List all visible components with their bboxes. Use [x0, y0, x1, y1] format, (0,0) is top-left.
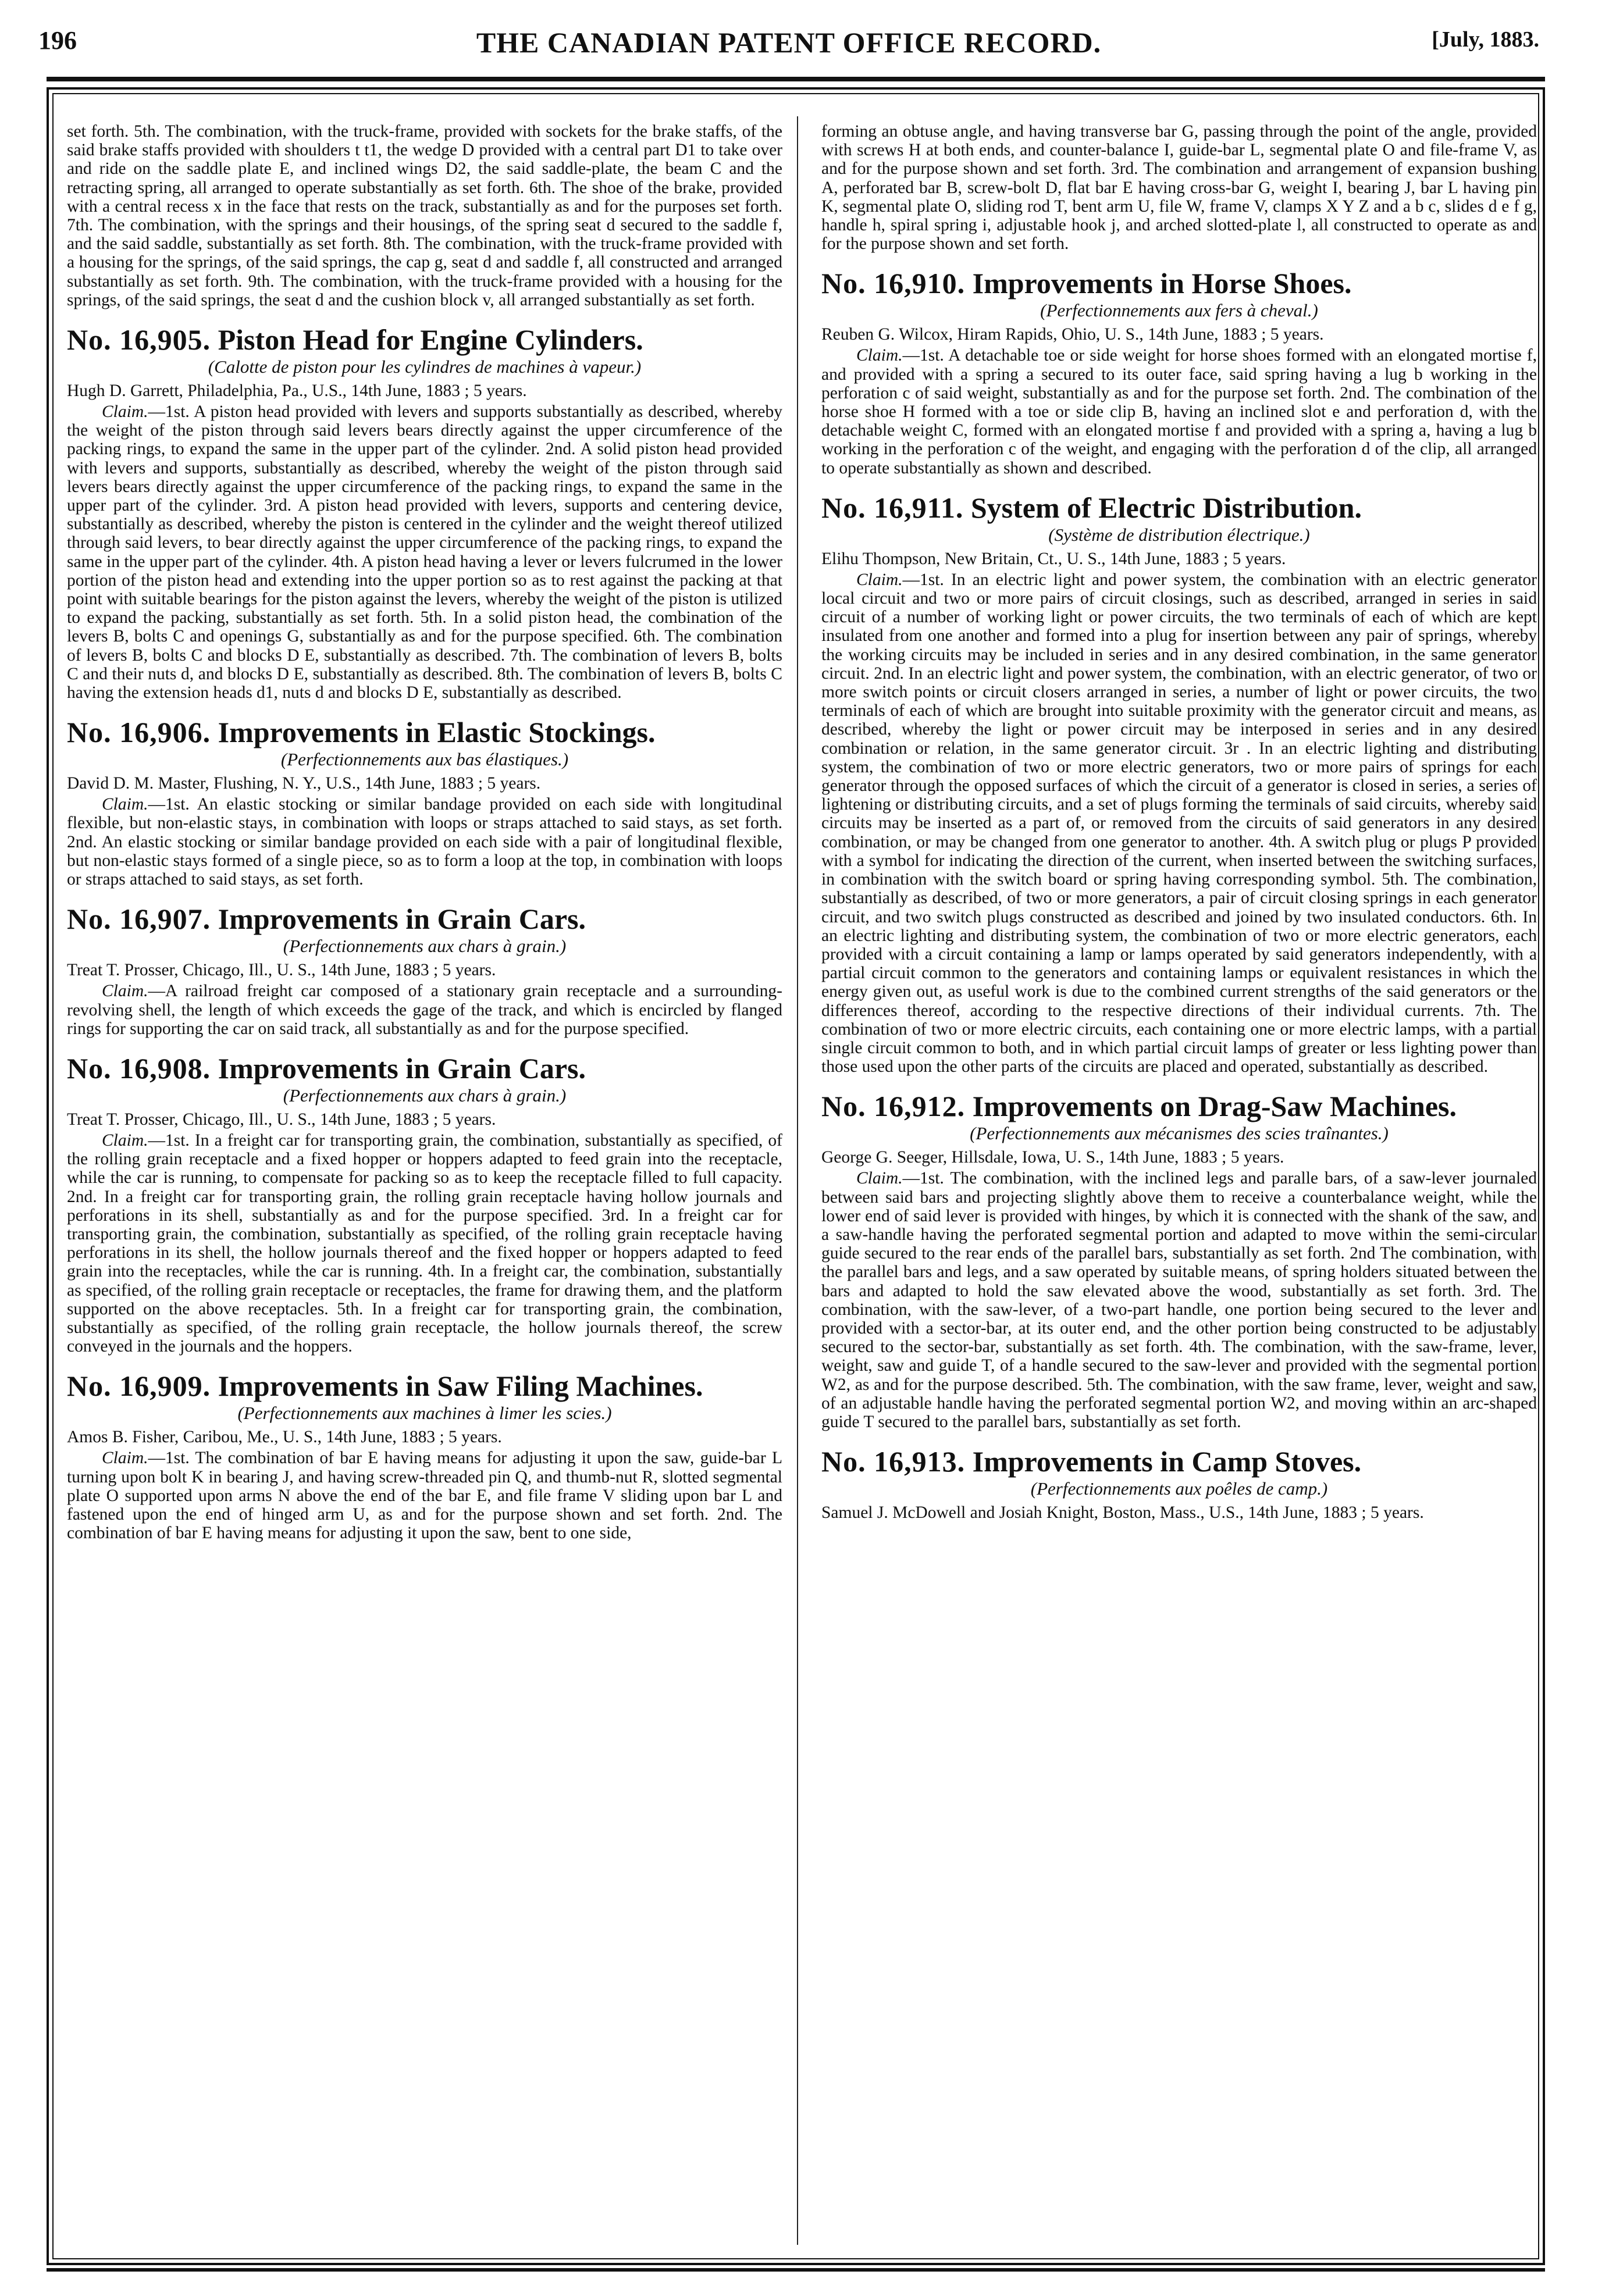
- patent-number: No. 16,907.: [67, 903, 211, 936]
- patent-heading: [67, 1371, 782, 1401]
- french-title: (Perfectionnements aux chars à grain.): [283, 1085, 567, 1106]
- left-patent-list: [67, 309, 782, 1542]
- claim-label: Claim.: [102, 982, 148, 1001]
- entry-spacing: [821, 477, 1537, 493]
- entry-spacing: [821, 1431, 1537, 1446]
- inventor-line: Samuel J. McDowell and Josiah Knight, Boston, Mass., U.S., 14th June, 1883 ; 5 years.: [821, 1503, 1424, 1523]
- claim-text: [821, 571, 1537, 1076]
- entry-spacing: [67, 889, 782, 904]
- french-title: (Perfectionnements aux mécanismes des scies traînantes.): [970, 1123, 1389, 1144]
- patent-entry: [67, 702, 782, 889]
- claim-body: —1st. The combination of bar E having means for adjusting it upon the saw, guide-bar L turning upon bolt K in bearing J, and having screw-threaded pin Q, and thumb-nut R, slotted segmental plate O supported upon arms N above the end of the bar E, and file frame V sliding upon bar L and fastened upon the end of hinged arm U, as and for the purpose shown and set forth. 2nd. The combination of bar E having means for adjusting it upon the saw, bent to one side,: [67, 1449, 782, 1543]
- claim-body: —A railroad freight car composed of a stationary grain receptacle and a surrounding-revolving shell, the length of which exceeds the gage of the track, and which is encircled by flanged rings for supporting the car on said track, all substantially as and for the purpose specified.: [67, 982, 782, 1038]
- patent-title: Improvements in Camp Stoves.: [972, 1445, 1362, 1478]
- patent-heading: [67, 1053, 782, 1083]
- claim-body: —1st. In an electric light and power system, the combination with an electric generator local circuit and two or more pairs of circuit closings, such as described, arranged in series in said circuit of a number of working light or power circuits, the two terminals of each of which are kept insulated from one another and formed into a plug for insertion between any pair of springs, whereby the working circuits may be included in series and in any desired combination, in the same generator circuit. 2nd. In an electric light and power system, the combination, with an electric generator, of two or more switch points or circuit closers arranged in series, a number of light or power circuits, the two terminals of each of which are brought into suitable proximity with the generator circuit and means, as described, whereby the light or power circuit may be interposed in series and in any desired combination or relation, in the same generator circuit. 3r . In an electric lighting and distributing system, the combination of two or more electric generators, two or more pairs of springs for each generator through the opposed surfaces of which the circuit of a generator is closed in series, a series of lightening or distributing circuits, and a set of plugs forming the terminals of said circuits, whereby said circuits may be inserted as a part of, or removed from the circuits of said generators in any desired combination, or may be changed from one generator to another. 4th. A switch plug or plugs P provided with a symbol for indicating the direction of the current, when inserted between the switching surfaces, in combination with the switch board or spring having corresponding symbol. 5th. The combination, substantially as described, of two or more generators, a pair of circuit closing springs in each generator circuit, and two switch plugs constructed as described and joined by two insulated conductors. 6th. In an electric lighting and distributing system, the combination of two or more electric generators, each provided with a circuit containing a lamp or lamps operated by said generators independently, with a partial circuit common to the generators and containing lamps or equivalent resistances in which the energy given out, as useful work is due to the combined current strengths of the said generators or the differences thereof, according to the respective directions of their individual currents. 7th. The combination of two or more electric circuits, each containing one or more electric lamps, with a partial single circuit common to both, and in which partial circuit lamps of greater or less lighting power than those used upon the other parts of the circuits are placed and operated, substantially as described.: [821, 570, 1537, 1076]
- claim-body: —1st. An elastic stocking or similar bandage provided on each side with longitudinal flexible, but non-elastic stays, in combination with loops or straps attached to said stays, as set forth. 2nd. An elastic stocking or similar bandage provided on each side with a pair of longitudinal flexible, but non-elastic stays formed of a single piece, so as to form a loop at the top, in combination with loops or straps attached to said stays, as set forth.: [67, 795, 782, 889]
- patent-number: No. 16,912.: [821, 1090, 966, 1123]
- claim-text: [67, 1131, 782, 1356]
- patent-title: Piston Head for Engine Cylinders.: [218, 323, 643, 356]
- inventor-line: Treat T. Prosser, Chicago, Ill., U. S., 14th June, 1883 ; 5 years.: [67, 1110, 496, 1129]
- entry-spacing: [821, 1076, 1537, 1091]
- claim-body: —1st. A piston head provided with levers and supports substantially as described, whereby the weight of the piston through said levers bears directly against the upper circumference of the packing rings, to expand the same in the upper part of the cylinder. 2nd. A solid piston head provided with levers and supports, substantially as described, whereby the weight of the piston through said levers bears directly against the upper circumference of the packing rings, to expand the same in the upper part of the cylinder. 3rd. A piston head provided with levers, supports and centering device, substantially as described, whereby the piston is centered in the cylinder and the weight thereof utilized through said levers, to bear directly against the upper circumference of the packing rings, to expand the same in the upper part of the cylinder. 4th. A piston head having a lever or levers fulcrumed in the lower portion of the piston head and extending into the upper portion so as to rest against the packing at that point with suitable bearings for the piston against the levers, whereby the weight of the piston is utilized to expand the packing, substantially as set forth. 5th. In a solid piston head, the combination of the levers B, bolts C and openings G, substantially as and for the purpose specified. 6th. The combination of levers B, bolts C and blocks D E, substantially as described. 7th. The combination of levers B, bolts C and their nuts d, and blocks D E, substantially as described. 8th. The combination of levers B, bolts C having the extension heads d1, nuts d and blocks D E, substantially as described.: [67, 402, 782, 703]
- entry-spacing: [67, 309, 782, 325]
- right-continuation-text: forming an obtuse angle, and having transverse bar G, passing through the point of the angle, provided with screws H at both ends, and counter-balance I, guide-bar L, segmental plate O and file-frame V, as and for the purpose shown and set forth. 3rd. The combination and arrangement of expansion bushing A, perforated bar B, screw-bolt D, flat bar E having cross-bar G, weight I, bearing J, bar L having pin K, segmental plate O, sliding rod T, bent arm U, file W, frame V, clamps X Y Z and a b c, slides d e f g, handle h, spiral spring i, adjustable hook j, and arched slotted-plate l, all constructed to operate as and for the purpose shown and set forth.: [821, 122, 1537, 254]
- french-title: (Perfectionnements aux machines à limer les scies.): [237, 1403, 612, 1424]
- left-continuation-text: set forth. 5th. The combination, with the truck-frame, provided with sockets for the brake staffs, of the said brake staffs provided with shoulders t t1, the wedge D provided with a central part D1 to take over and ride on the saddle plate E, and inclined wings D2, the said saddle-plate, the beam C and the retracting spring, all arranged to operate substantially as set forth. 6th. The shoe of the brake, provided with a central recess x in the face that rests on the track, substantially as and for the purposes set forth. 7th. The combination, with the springs and their housings, of the spring seat d secured to the saddle f, and the said saddle, substantially as set forth. 8th. The combination, with the truck-frame provided with a housing for the springs, of the said springs, the cap g, seat d and saddle f, all constructed and arranged substantially as set forth. 9th. The combination, with the truck-frame provided with a housing for the springs, of the said springs, the seat d and the cushion block v, all arranged substantially as set forth.: [67, 122, 782, 309]
- french-title: (Perfectionnements aux bas élastiques.): [280, 749, 569, 770]
- inventor-line: Treat T. Prosser, Chicago, Ill., U. S., 14th June, 1883 ; 5 years.: [67, 961, 496, 980]
- patent-number: No. 16,909.: [67, 1370, 211, 1403]
- patent-title: System of Electric Distribution.: [970, 491, 1362, 524]
- patent-heading: [821, 1091, 1537, 1121]
- entry-spacing: [821, 253, 1537, 268]
- patent-entry: [821, 253, 1537, 477]
- patent-entry: [821, 1431, 1537, 1522]
- right-patent-list: [821, 253, 1537, 1522]
- claim-body: —1st. A detachable toe or side weight for horse shoes formed with an elongated mortise f, and provided with a spring a secured to its outer face, said spring having a lug b working in the perforation c of said weight, substantially as and for the purpose set forth. 2nd. The combination of the horse shoe H formed with a toe or side clip B, having an inclined slot e and perforation d, with the detachable weight C, formed with an elongated mortise f and provided with a spring a, having a lug b working in the perforation c of the weight, and engaging with the perforation d of the clip, all arranged to operate substantially as shown and described.: [821, 346, 1537, 477]
- french-title: (Calotte de piston pour les cylindres de machines à vapeur.): [208, 356, 642, 377]
- patent-number: No. 16,911.: [821, 491, 964, 524]
- claim-body: —1st. In a freight car for transporting grain, the combination, substantially as specified, of the rolling grain receptacle and a fixed hopper or hoppers adapted to feed grain into the receptacle, while the car is running, to compensate for packing so as to keep the receptacle filled to full capacity. 2nd. In a freight car for transporting grain, the rolling grain receptacle having hollow journals and perforations in its shell, substantially as and for the purpose specified. 3rd. In a freight car for transporting grain, the combination, substantially as specified, of the rolling grain receptacle having perforations in its shell, the hollow journals thereof and the fixed hopper or hoppers adapted to feed grain into the receptacles, while the car is running. 4th. In a freight car, the combination, substantially as specified, of the rolling grain receptacle or receptacles, the frame for drawing them, and the platform supported on the above receptacles. 5th. In a freight car for transporting grain, the combination, substantially as specified, of the rolling grain receptacle, the hollow journals thereof, the screw conveyed in the journals and the hoppers.: [67, 1131, 782, 1356]
- top-rule: [47, 77, 1545, 81]
- patent-heading: [67, 717, 782, 747]
- patent-entry: [67, 309, 782, 702]
- patent-heading: [821, 268, 1537, 298]
- french-title: (Perfectionnements aux chars à grain.): [283, 936, 567, 957]
- patent-entry: [821, 1076, 1537, 1431]
- entry-spacing: [67, 1038, 782, 1053]
- patent-entry: [67, 1356, 782, 1542]
- inventor-line: Elihu Thompson, New Britain, Ct., U. S., 14th June, 1883 ; 5 years.: [821, 549, 1286, 568]
- patent-title: Improvements in Saw Filing Machines.: [218, 1370, 703, 1403]
- patent-entry: [67, 1038, 782, 1356]
- patent-number: No. 16,910.: [821, 267, 966, 300]
- claim-label: Claim.: [102, 402, 148, 422]
- inventor-line: David D. M. Master, Flushing, N. Y., U.S., 14th June, 1883 ; 5 years.: [67, 774, 541, 793]
- inventor-line: George G. Seeger, Hillsdale, Iowa, U. S., 14th June, 1883 ; 5 years.: [821, 1148, 1284, 1167]
- patent-heading: [821, 493, 1537, 523]
- journal-title: THE CANADIAN PATENT OFFICE RECORD.: [476, 26, 1102, 59]
- claim-label: Claim.: [856, 1169, 903, 1188]
- claim-text: [67, 795, 782, 889]
- claim-label: Claim.: [102, 1449, 148, 1468]
- inventor-line: Reuben G. Wilcox, Hiram Rapids, Ohio, U. S., 14th June, 1883 ; 5 years.: [821, 325, 1324, 344]
- patent-number: No. 16,908.: [67, 1051, 211, 1085]
- claim-label: Claim.: [856, 346, 903, 365]
- right-column: [821, 122, 1537, 1524]
- claim-body: —1st. The combination, with the inclined legs and paralle bars, of a saw-lever journaled between said bars and projecting slightly above them to receive a counterbalance weight, while the lower end of said lever is provided with hinges, by which it is connected with the shank of the saw, and a saw-handle having the perforated segmental portion and adapted to move within the semi-circular guide secured to the rear ends of the parallel bars, substantially as set forth. 2nd The combination, with the parallel bars and legs, and a saw operated by suitable means, of spring holders situated between the bars and adapted to hold the saw elevated above the wood, substantially as set forth. 3rd. The combination, with the saw-lever, of a two-part handle, one portion being secured to the lever and provided with a sector-bar, at its outer end, and the other portion being constructed to be adjustably secured to the sector-bar, substantially as set forth. 4th. The combination, with the saw-frame, lever, weight, saw and guide T, of a handle secured to the saw-lever and provided with the segmental portion W2, as and for the purpose described. 5th. The combination, with the saw frame, lever, weight and saw, of an adjustable handle having the perforated segmental portion W2, and moving within an arc-shaped guide T secured to the parallel bars, substantially as set forth.: [821, 1169, 1537, 1431]
- french-title: (Système de distribution électrique.): [1048, 524, 1310, 545]
- patent-entry: [67, 889, 782, 1038]
- left-column: [67, 122, 782, 1542]
- claim-text: [67, 402, 782, 702]
- patent-heading: [67, 904, 782, 934]
- claim-text: [821, 1169, 1537, 1431]
- patent-title: Improvements in Grain Cars.: [218, 903, 586, 936]
- column-divider: [797, 116, 798, 2245]
- claim-label: Claim.: [102, 1131, 148, 1150]
- patent-number: No. 16,905.: [67, 323, 211, 356]
- claim-text: [67, 982, 782, 1038]
- patent-number: No. 16,906.: [67, 716, 211, 749]
- patent-title: Improvements in Grain Cars.: [218, 1051, 586, 1085]
- claim-text: [67, 1449, 782, 1542]
- patent-title: Improvements in Horse Shoes.: [972, 267, 1352, 300]
- french-title: (Perfectionnements aux fers à cheval.): [1040, 300, 1318, 321]
- page-number: 196: [38, 26, 77, 55]
- inventor-line: Hugh D. Garrett, Philadelphia, Pa., U.S., 14th June, 1883 ; 5 years.: [67, 382, 527, 401]
- entry-spacing: [67, 702, 782, 717]
- page-header: [38, 26, 1539, 72]
- issue-date: [July, 1883.: [1432, 27, 1539, 52]
- patent-entry: [821, 477, 1537, 1076]
- patent-title: Improvements on Drag-Saw Machines.: [972, 1090, 1457, 1123]
- patent-title: Improvements in Elastic Stockings.: [218, 716, 656, 749]
- bottom-rule: [47, 2268, 1545, 2272]
- entry-spacing: [67, 1356, 782, 1371]
- patent-heading: [821, 1446, 1537, 1477]
- inventor-line: Amos B. Fisher, Caribou, Me., U. S., 14th June, 1883 ; 5 years.: [67, 1428, 502, 1447]
- patent-heading: [67, 325, 782, 355]
- french-title: (Perfectionnements aux poêles de camp.): [1030, 1478, 1328, 1499]
- claim-text: [821, 346, 1537, 477]
- patent-number: No. 16,913.: [821, 1445, 966, 1478]
- claim-label: Claim.: [856, 570, 903, 589]
- claim-label: Claim.: [102, 795, 148, 814]
